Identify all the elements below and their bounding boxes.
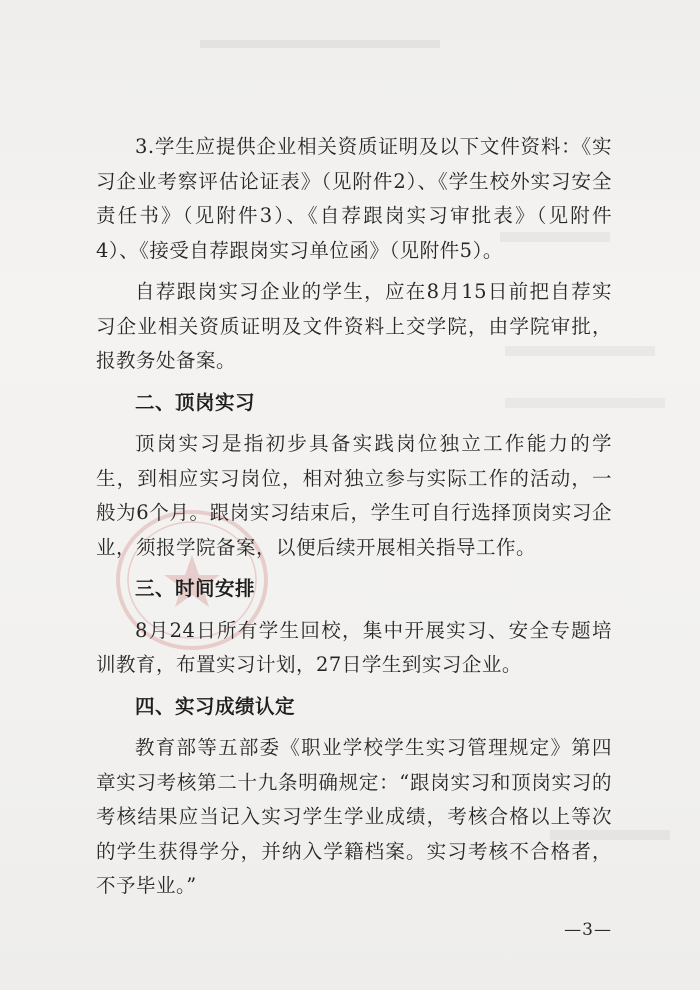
heading-section-4: 四、实习成绩认定 — [135, 694, 296, 718]
page-number: —3— — [564, 920, 612, 940]
paragraph-self-recommended: 自荐跟岗实习企业的学生，应在8月15日前把自荐实习企业相关资质证明及文件资料上交学院，由学院审批，报教务处备案。 — [96, 280, 612, 372]
paragraph-attachments: 3.学生应提供企业相关资质证明及以下文件资料：《实习企业考察评估论证表》（见附件2）、《学生校外实习安全责任书》（见附件3）、《自荐跟岗实习审批表》（见附件4）、《接受自荐跟岗实习单位函》（见附件5）。 — [96, 135, 612, 262]
bleed-through-mark — [200, 40, 440, 48]
heading-section-2: 二、顶岗实习 — [135, 390, 256, 414]
paragraph-grade-recognition: 教育部等五部委《职业学校学生实习管理规定》第四章实习考核第二十九条明确规定：“跟岗实习和顶岗实习的考核结果应当记入实习学生学业成绩，考核合格以上等次的学生获得学分，并纳入学籍档案。实习考核不合格者，不予毕业。” — [96, 736, 612, 897]
paragraph-internship-definition: 顶岗实习是指初步具备实践岗位独立工作能力的学生，到相应实习岗位，相对独立参与实际工作的活动，一般为6个月。跟岗实习结束后，学生可自行选择顶岗实习企业，须报学院备案，以便后续开展相关指导工作。 — [96, 432, 612, 559]
paragraph-schedule: 8月24日所有学生回校，集中开展实习、安全专题培训教育，布置实习计划，27日学生到实习企业。 — [96, 618, 612, 676]
heading-section-3: 三、时间安排 — [135, 577, 256, 600]
document-body — [96, 130, 612, 904]
